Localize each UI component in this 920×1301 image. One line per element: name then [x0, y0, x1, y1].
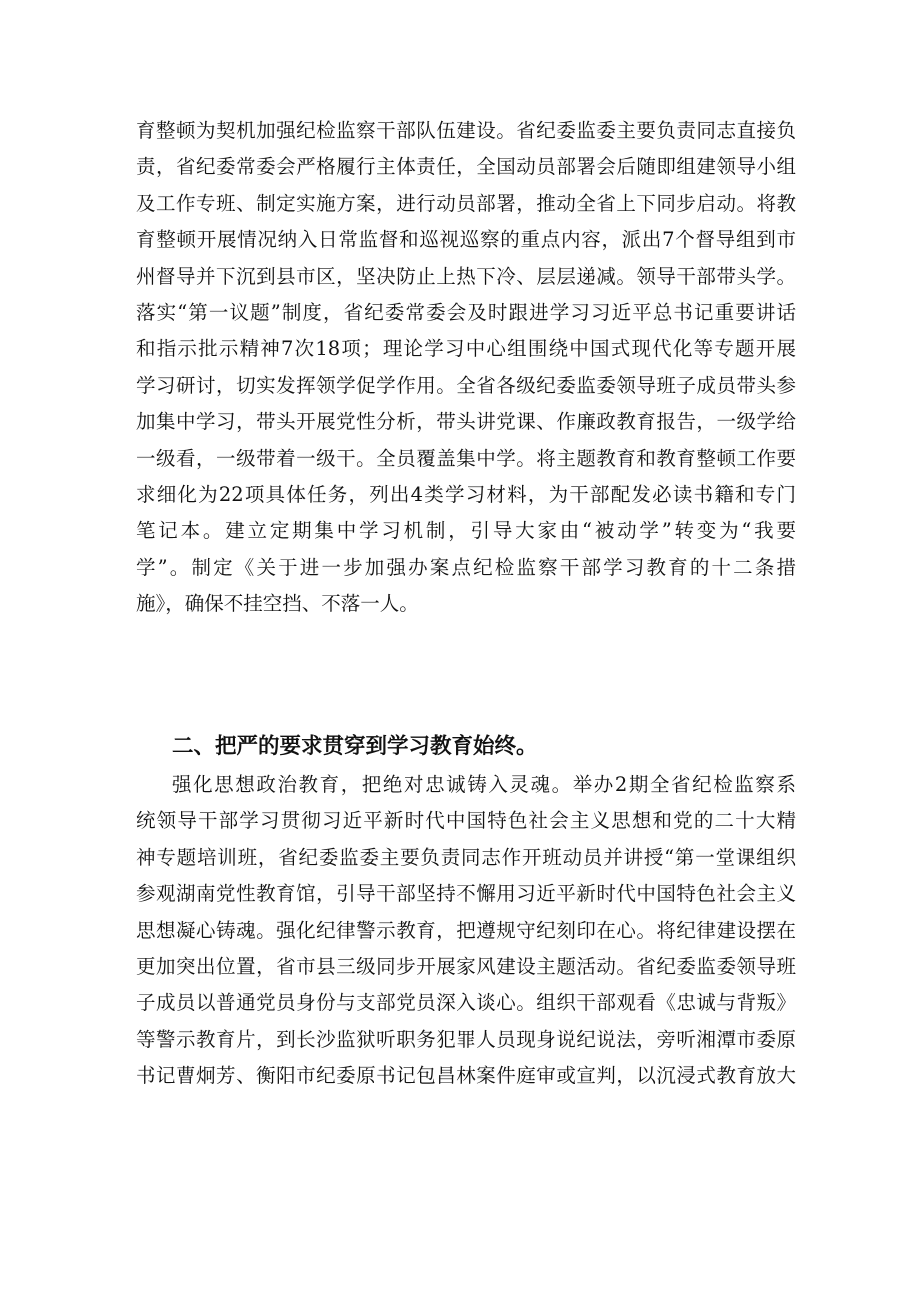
paragraph-line: 等警示教育片，到长沙监狱听职务犯罪人员现身说纪说法，旁听湘潭市委原: [136, 1027, 796, 1051]
paragraph-line: 施》，确保不挂空挡、不落一人。: [136, 592, 419, 616]
paragraph-line: 和指示批示精神7次18项；理论学习中心组围绕中国式现代化等专题开展: [136, 337, 796, 361]
paragraph-line: 落实“第一议题”制度，省纪委常委会及时跟进学习习近平总书记重要讲话: [136, 300, 796, 324]
paragraph-line: 州督导并下沉到县市区，坚决防止上热下冷、层层递减。领导干部带头学。: [136, 264, 796, 288]
section-2: [136, 727, 796, 767]
paragraph-line: 加集中学习，带头开展党性分析，带头讲党课、作廉政教育报告，一级学给: [136, 410, 796, 434]
paragraph-line: 笔记本。建立定期集中学习机制，引导大家由“被动学”转变为“我要: [136, 519, 796, 543]
paragraph-line: 及工作专班、制定实施方案，进行动员部署，推动全省上下同步启动。将教: [136, 191, 796, 215]
paragraph-line: 强化思想政治教育，把绝对忠诚铸入灵魂。举办2期全省纪检监察系: [172, 773, 796, 796]
paragraph-line: 学”。制定《关于进一步加强办案点纪检监察干部学习教育的十二条措: [136, 555, 796, 579]
paragraph-line: 育整顿开展情况纳入日常监督和巡视巡察的重点内容，派出7个督导组到市: [136, 228, 796, 252]
paragraph-line: 子成员以普通党员身份与支部党员深入谈心。组织干部观看《忠诚与背叛》: [136, 991, 796, 1015]
paragraph-line: 更加突出位置，省市县三级同步开展家风建设主题活动。省纪委监委领导班: [136, 954, 796, 978]
paragraph-line: 育整顿为契机加强纪检监察干部队伍建设。省纪委监委主要负责同志直接负: [136, 119, 796, 142]
paragraph-line: 一级看，一级带着一级干。全员覆盖集中学。将主题教育和教育整顿工作要: [136, 446, 796, 470]
paragraph-line: 书记曹炯芳、衡阳市纪委原书记包昌林案件庭审或宣判，以沉浸式教育放大: [136, 1064, 796, 1088]
paragraph-line: 思想凝心铸魂。强化纪律警示教育，把遵规守纪刻印在心。将纪律建设摆在: [136, 918, 796, 942]
section-heading: 二、把严的要求贯穿到学习教育始终。: [172, 734, 538, 759]
paragraph-line: 参观湖南党性教育馆，引导干部坚持不懈用习近平新时代中国特色社会主义: [136, 882, 796, 906]
paragraph-line: 学习研讨，切实发挥领学促学作用。全省各级纪委监委领导班子成员带头参: [136, 373, 796, 397]
paragraph-1: [136, 113, 796, 622]
paragraph-line: 责，省纪委常委会严格履行主体责任，全国动员部署会后随即组建领导小组: [136, 155, 796, 179]
paragraph-line: 统领导干部学习贯彻习近平新时代中国特色社会主义思想和党的二十大精: [136, 809, 796, 833]
paragraph-line: 求细化为22项具体任务，列出4类学习材料，为干部配发必读书籍和专门: [136, 482, 796, 506]
paragraph-line: 神专题培训班，省纪委监委主要负责同志作开班动员并讲授“第一堂课组织: [136, 845, 796, 869]
paragraph-2: [136, 767, 796, 1095]
